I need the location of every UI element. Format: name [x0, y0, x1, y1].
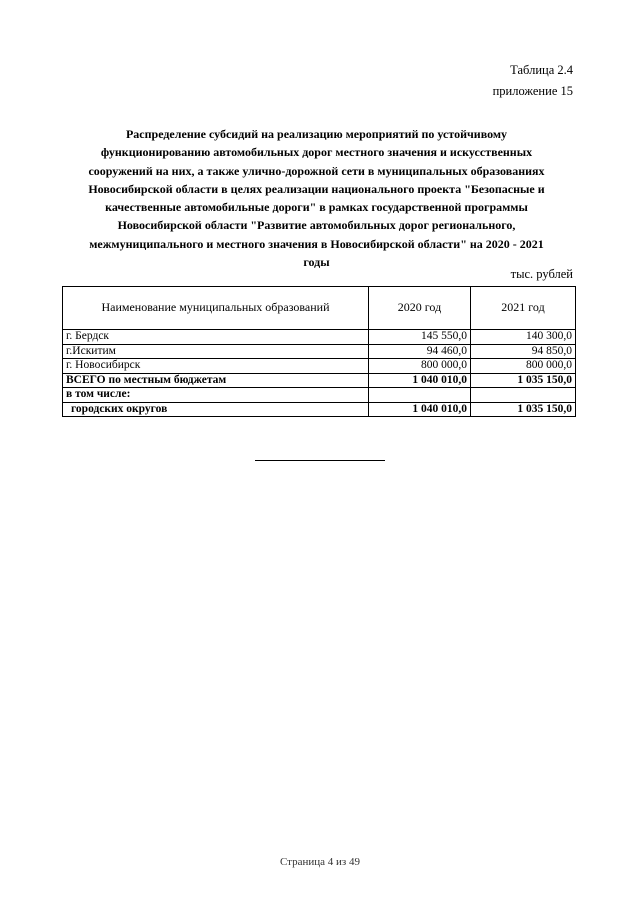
table-row — [63, 344, 576, 359]
city-districts-row — [63, 402, 576, 417]
title-line: Распределение субсидий на реализацию мероприятий по устойчивому — [125, 127, 508, 141]
page-footer: Страница 4 из 49 — [279, 856, 361, 868]
empty-cell — [471, 388, 576, 403]
header-municipality: Наименование муниципальных образований — [63, 287, 369, 330]
appendix-label: приложение 15 — [492, 84, 573, 98]
total-row — [63, 373, 576, 388]
municipality-name: г. Бердск — [63, 330, 369, 345]
city-districts-label: городских округов — [63, 402, 369, 417]
document-title — [60, 125, 573, 271]
city-districts-2021: 1 035 150,0 — [471, 402, 576, 417]
value-2020: 800 000,0 — [369, 359, 471, 374]
value-2021: 140 300,0 — [471, 330, 576, 345]
total-2021: 1 035 150,0 — [471, 373, 576, 388]
municipality-name: г. Новосибирск — [63, 359, 369, 374]
subsidy-table — [62, 286, 576, 417]
value-2021: 800 000,0 — [471, 359, 576, 374]
title-line: Новосибирской области в целях реализации национального проекта "Безопасные и — [88, 181, 545, 196]
value-2021: 94 850,0 — [471, 344, 576, 359]
table-row — [63, 359, 576, 374]
value-2020: 94 460,0 — [369, 344, 471, 359]
units-label: тыс. рублей — [510, 267, 573, 281]
table-header-row — [63, 287, 576, 330]
header-year-2020: 2020 год — [369, 287, 471, 330]
title-line: функционированию автомобильных дорог местного значения и искусственных — [100, 145, 533, 160]
empty-cell — [369, 388, 471, 403]
title-line: сооружений на них, а также улично-дорожной сети в муниципальных образованиях — [88, 163, 545, 178]
header-year-2021: 2021 год — [471, 287, 576, 330]
table-row — [63, 330, 576, 345]
title-line: межмуниципального и местного значения в Новосибирской области" на 2020 - 2021 — [89, 236, 544, 251]
title-line: годы — [303, 255, 330, 270]
table-number-label: Таблица 2.4 — [510, 63, 573, 77]
total-2020: 1 040 010,0 — [369, 373, 471, 388]
title-line: Новосибирской области "Развитие автомобильных дорог регионального, — [117, 218, 516, 233]
total-label: ВСЕГО по местным бюджетам — [63, 373, 369, 388]
city-districts-2020: 1 040 010,0 — [369, 402, 471, 417]
separator-line — [255, 460, 385, 461]
municipality-name: г.Искитим — [63, 344, 369, 359]
title-line: качественные автомобильные дороги" в рамках государственной программы — [105, 200, 528, 215]
value-2020: 145 550,0 — [369, 330, 471, 345]
subtotal-heading-row — [63, 388, 576, 403]
subtotal-heading: в том числе: — [63, 388, 369, 403]
